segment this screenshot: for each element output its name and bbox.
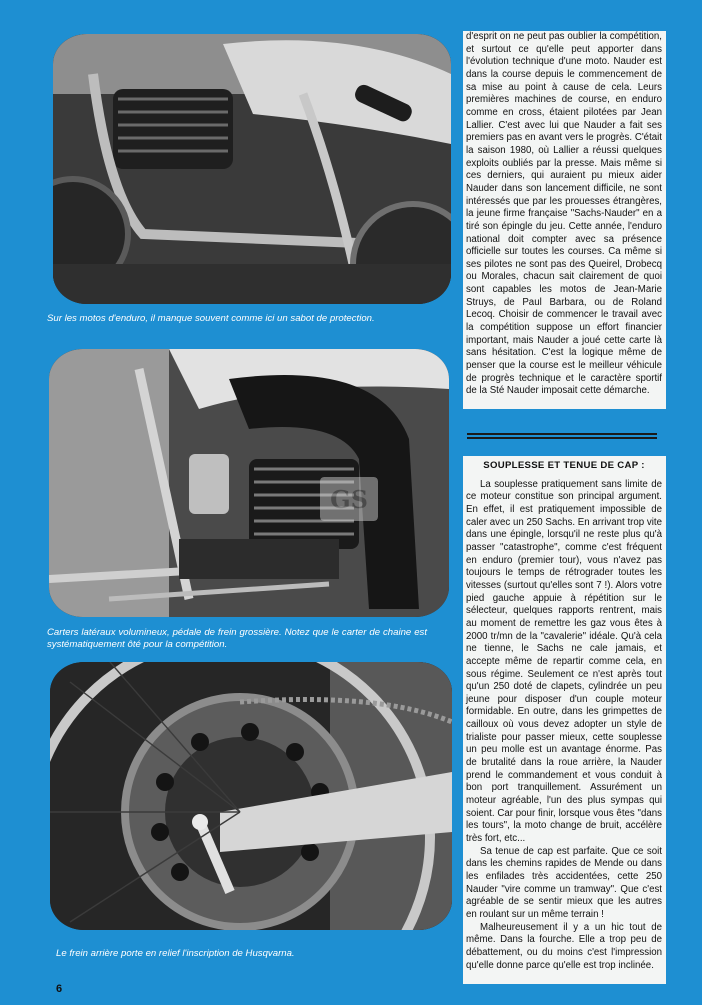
section-heading: SOUPLESSE ET TENUE DE CAP : (483, 460, 645, 471)
watermark-logo (320, 477, 378, 521)
photo-1-image (53, 34, 451, 304)
article-intro: d'esprit on ne peut pas oublier la compétition, et surtout ce qu'elle peut apporter dans l'évolution technique d'une moto. Nauder est dans la course depuis le commencement de sa mise au point à cause de cela. Leurs premières machines de course, en enduro comme en cross, étaient pilotées par Jean Lallier. C'est avec lui que Nauder a fait ses premiers pas en avant vers le progrès. C'était la saison 1980, où Lallier a réussi quelques exploits oubliés par la presse. Mais même si ces derniers, qui auraient pu mieux aider Nauder dans son lancement difficile, ne sont intéressés que par les prouesses étrangères, la jeune firme française "Sachs-Nauder" en a tiré son épingle du jeu. Cette année, l'enduro national doit compter avec sa présence officielle sur toutes les courses. Ca même si ses pilotes ne sont pas des Queirel, Drobecq ou Morales, chacun sait clairement de quoi sont capables les motos de Jean-Marie Struys, de Paul Barbara, ou de Roland Lecoq. Choisir de commencer le travail avec la compétition suppose un effort financier important, mais Nauder a joué cette carte là sans hésitation. C'est la logique même de penser que la course est le meilleur véhicule de progrès technique et le caractère sportif de la Sté Nauder imposait cette démarche. (466, 31, 662, 397)
article-paragraph: Sa tenue de cap est parfaite. Que ce soit dans les chemins rapides de Mende ou dans les enfilades très accidentées, cette 250 Nauder "vire comme un tramway". Que c'est agréable de se sentir mieux que les autres en roulant sur un même terrain ! (466, 845, 662, 920)
section-divider (467, 433, 657, 441)
photo-1-caption: Sur les motos d'enduro, il manque souvent comme ici un sabot de protection. (47, 313, 375, 324)
photo-2-image (49, 349, 449, 617)
article-paragraph: Malheureusement il y a un hic tout de même. Dans la fourche. Elle a trop peu de débattement, ou du moins c'est l'impression qu'elle donne parce qu'elle est trop inclinée. (466, 921, 662, 971)
page-number: 6 (56, 983, 63, 995)
photo-2-caption: Carters latéraux volumineux, pédale de frein grossière. Notez que le carter de chaine est systématiquement ôté pour la compétition. (47, 627, 427, 650)
article-column-bottom (463, 456, 666, 984)
article-paragraph: La souplesse pratiquement sans limite de ce moteur constitue son principal argument. En effet, il est pratiquement impossible de caler avec un 250 Sachs. En arrivant trop vite dans une épingle, lorsqu'il ne reste plus qu'à passer "catastrophe", comme c'est fréquent en enduro (premier tour), vous n'avez pas toujours le temps de rétrograder toutes les vitesses (surtout qu'elles sont 7 !). Alors votre pied gauche appuie à répétition sur le sélecteur, quelques rapports rentrent, mais au moment de remettre les gaz vous êtes à 2000 tr/mn de la "cavalerie" idéale. Qu'à cela ne tienne, le Sachs ne cale jamais, et accepte même de repartir comme cela, en sous régime. Seulement ce n'est après tout qu'un 250 doté de clapets, cylindrée un peu jeune pour disposer d'un couple moteur formidable. En outre, dans les grimpettes de cailloux où vous devez adopter un style de trialiste pour passer mieux, cette souplesse un peu molle est un avantage énorme. Pas de brutalité dans la roue arrière, la Nauder prend le commandement et vous conduit à bon port tranquillement. Assurément un moteur agréable, l'un des plus sympas qui soient. Car pour finir, lorsque vous êtes "dans les tours", la moto change de bruit, accélère très fort, etc... (466, 478, 662, 845)
photo-rear-brake-sprocket (50, 662, 452, 930)
photo-side-covers-brake-pedal (49, 349, 449, 617)
photo-3-image (50, 662, 452, 930)
article-column-top (463, 31, 666, 409)
svg-text:GS: GS (330, 485, 368, 514)
photo-3-caption: Le frein arrière porte en relief l'inscription de Husqvarna. (56, 948, 295, 959)
photo-enduro-engine-frame (53, 34, 451, 304)
